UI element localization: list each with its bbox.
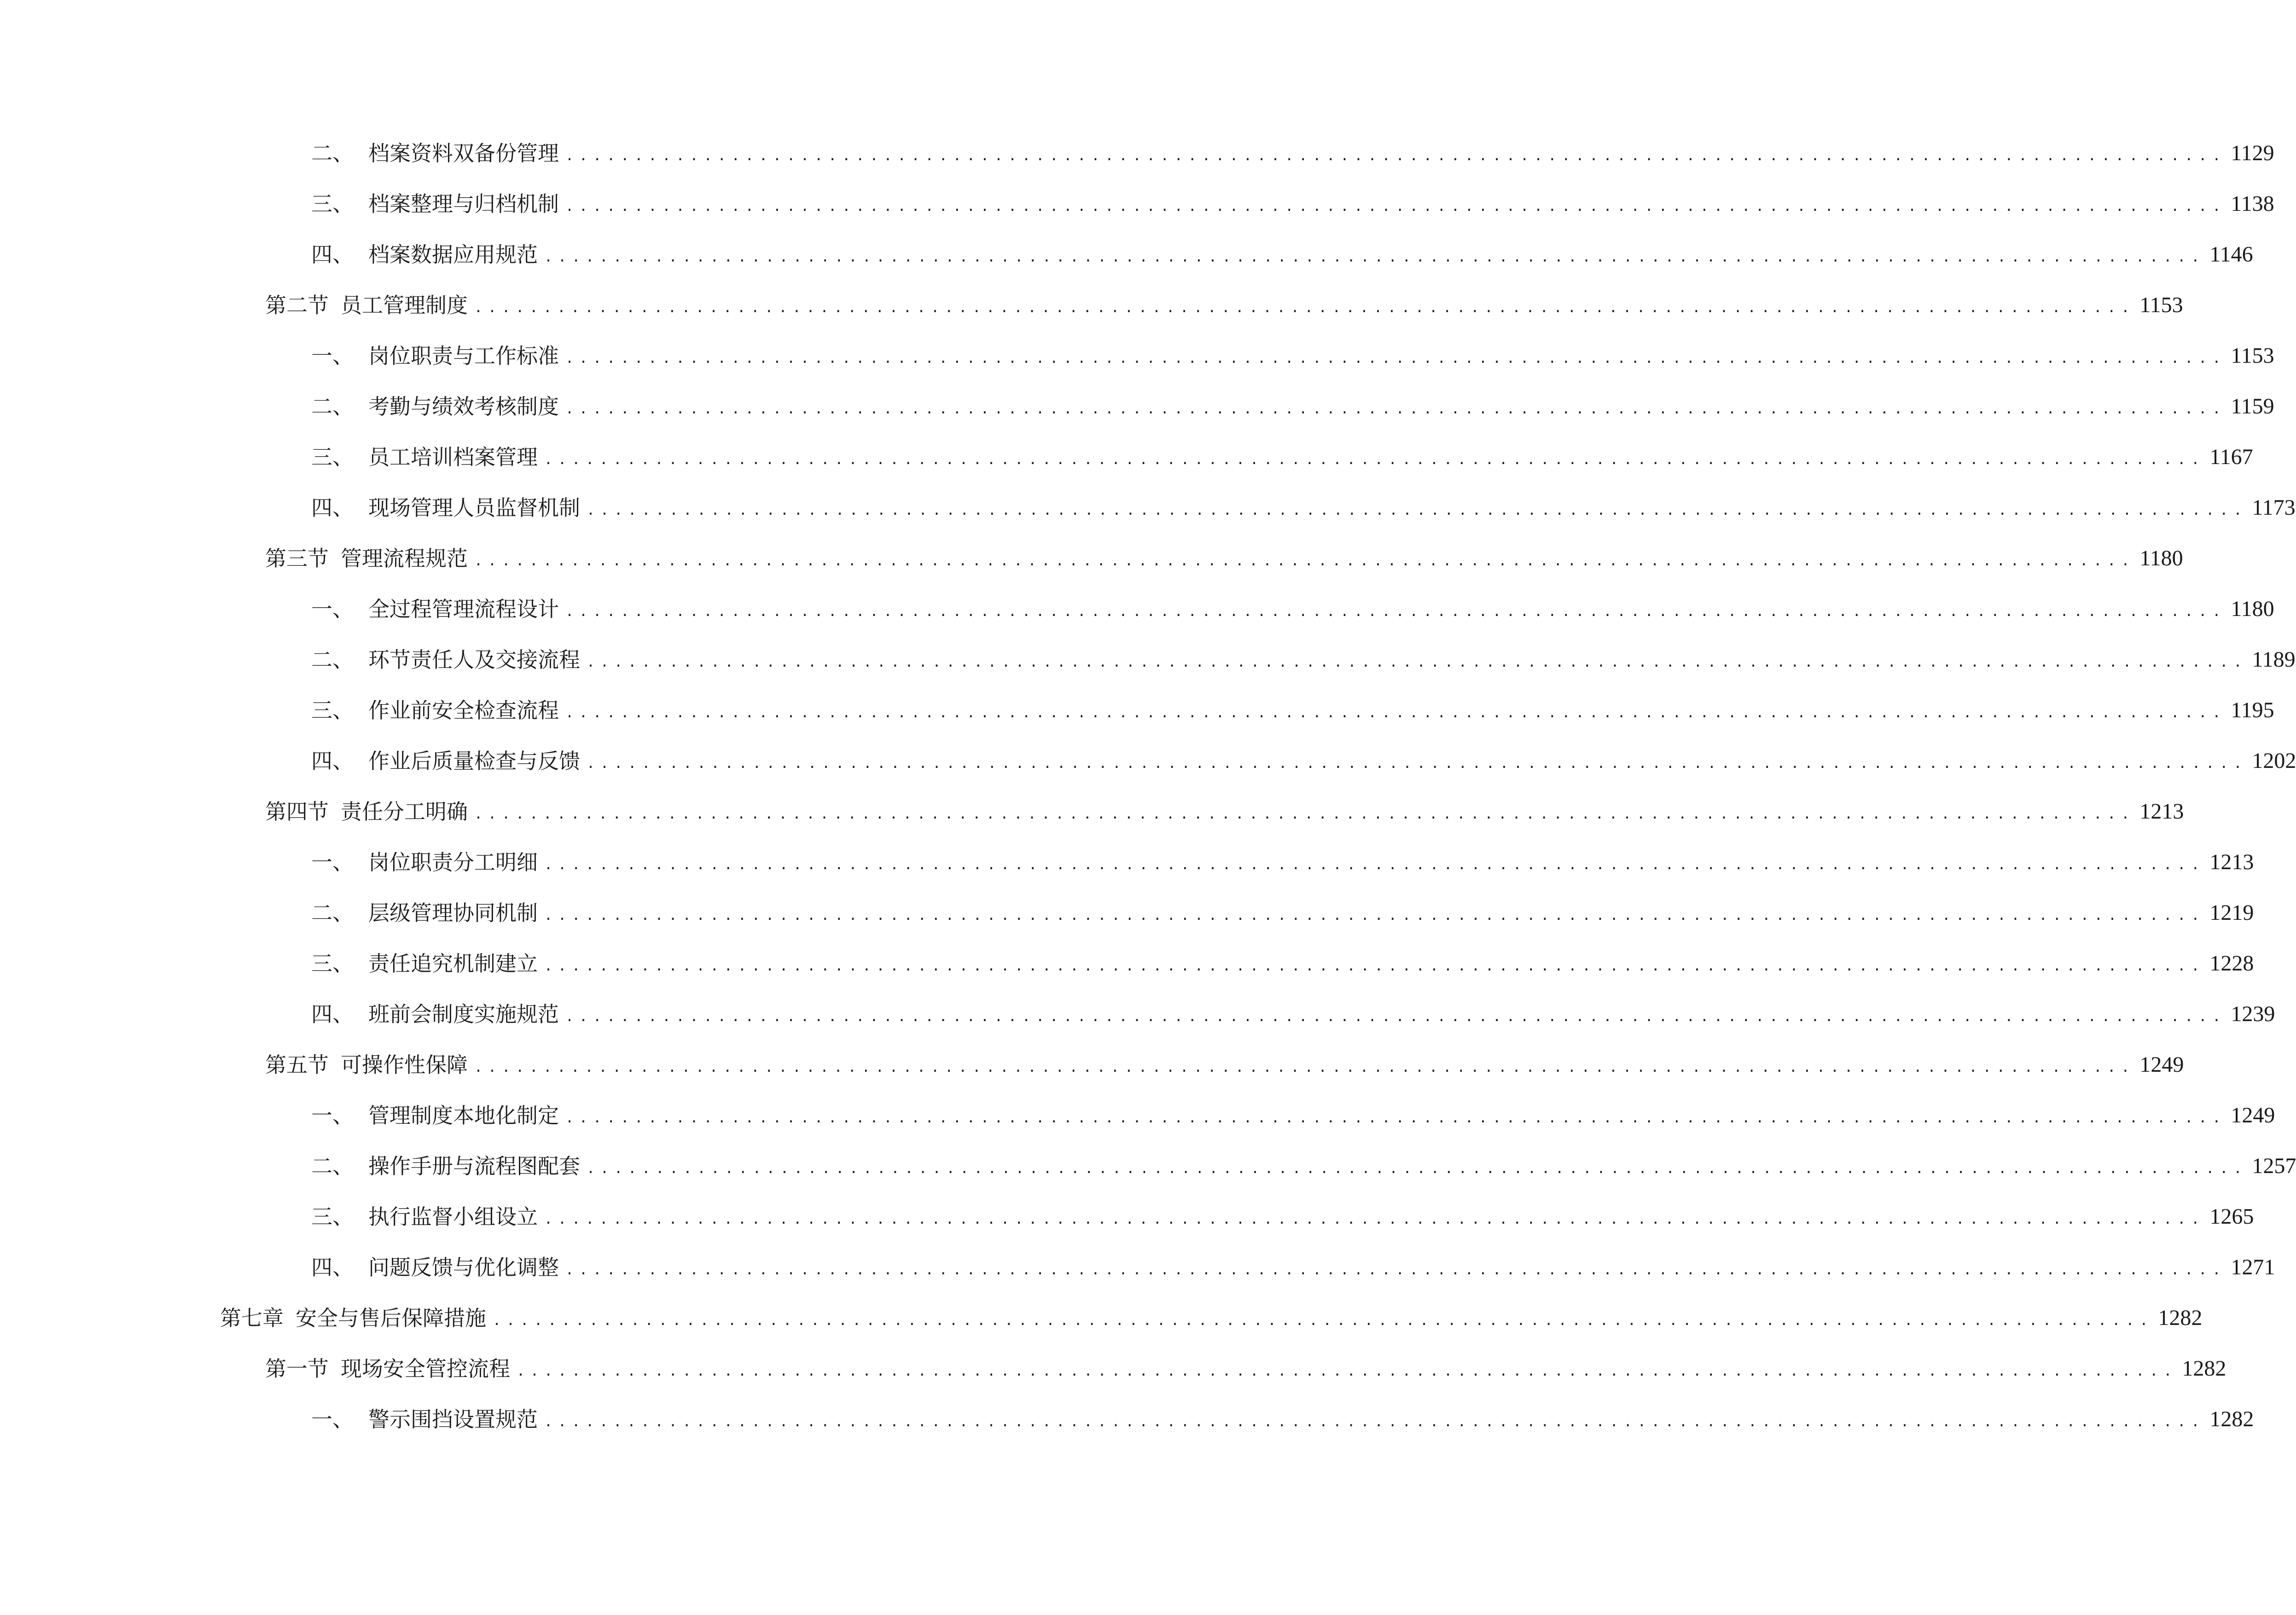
dot-leader: ........................................................................................................................ — [544, 857, 2205, 873]
toc-entry[interactable] — [311, 897, 2254, 929]
toc-entry-page: 1195 — [2231, 698, 2274, 722]
toc-entry-title: 警示围挡设置规范 — [368, 1407, 538, 1432]
toc-entry-page: 1213 — [2209, 850, 2254, 874]
toc-entry-title: 现场管理人员监督机制 — [368, 495, 580, 520]
dot-leader: ........................................................................................................................ — [565, 1262, 2226, 1278]
toc-entry-page: 1202 — [2252, 749, 2296, 773]
toc-entry-page: 1213 — [2139, 799, 2184, 824]
toc-entry[interactable] — [311, 238, 2253, 271]
toc-entry-title: 环节责任人及交接流程 — [368, 647, 580, 672]
toc-entry-number: 四、 — [311, 1255, 354, 1280]
dot-leader: ........................................................................................................................ — [474, 553, 2135, 569]
toc-entry[interactable] — [311, 188, 2274, 220]
dot-leader: ........................................................................................................................ — [565, 198, 2226, 215]
toc-entry-title: 档案整理与归档机制 — [368, 192, 559, 216]
toc-entry[interactable] — [311, 846, 2254, 878]
toc-entry-title: 可操作性保障 — [341, 1052, 468, 1077]
toc-entry-page: 1167 — [2209, 445, 2253, 469]
toc-entry-title: 员工培训档案管理 — [368, 445, 538, 470]
toc-entry-number: 二、 — [311, 141, 354, 166]
toc-entry-number: 二、 — [311, 1154, 354, 1179]
toc-entry[interactable] — [311, 390, 2274, 423]
toc-entry-number: 一、 — [311, 1103, 354, 1128]
toc-entry[interactable] — [311, 644, 2296, 676]
toc-entry[interactable] — [311, 441, 2253, 473]
toc-entry-number: 第二节 — [265, 293, 329, 318]
toc-entry-number: 三、 — [311, 698, 354, 723]
toc-entry-number: 一、 — [311, 1407, 354, 1432]
dot-leader: ........................................................................................................................ — [565, 1110, 2226, 1126]
toc-entry-page: 1249 — [2231, 1103, 2275, 1127]
toc-entry-title: 责任追究机制建立 — [368, 951, 538, 976]
dot-leader: ........................................................................................................................ — [587, 654, 2248, 670]
dot-leader: ........................................................................................................................ — [565, 705, 2226, 721]
toc-entry-page: 1153 — [2231, 343, 2274, 368]
toc-entry[interactable] — [311, 492, 2296, 524]
toc-entry[interactable] — [265, 1353, 2226, 1385]
toc-entry-page: 1228 — [2209, 951, 2254, 976]
toc-entry[interactable] — [311, 1150, 2296, 1182]
toc-entry-page: 1282 — [2182, 1356, 2226, 1381]
dot-leader: ........................................................................................................................ — [544, 249, 2205, 265]
toc-entry-number: 四、 — [311, 1002, 354, 1027]
toc-entry-page: 1153 — [2139, 293, 2183, 317]
toc-entry-page: 1129 — [2231, 141, 2274, 165]
toc-entry-number: 二、 — [311, 394, 354, 419]
dot-leader: ........................................................................................................................ — [587, 755, 2248, 772]
toc-entry-page: 1180 — [2139, 546, 2183, 570]
dot-leader: ........................................................................................................................ — [587, 1161, 2248, 1177]
dot-leader: ........................................................................................................................ — [474, 806, 2135, 822]
toc-entry[interactable] — [311, 340, 2274, 372]
toc-entry[interactable] — [311, 1099, 2275, 1132]
toc-entry-number: 一、 — [311, 343, 354, 368]
dot-leader: ........................................................................................................................ — [544, 1211, 2205, 1227]
toc-entry-page: 1189 — [2252, 647, 2296, 672]
toc-entry-page: 1239 — [2231, 1002, 2275, 1026]
toc-entry-page: 1180 — [2231, 597, 2274, 621]
toc-entry-number: 三、 — [311, 1204, 354, 1229]
toc-entry[interactable] — [311, 1201, 2254, 1233]
toc-entry-page: 1173 — [2252, 495, 2296, 520]
toc-entry[interactable] — [311, 947, 2254, 980]
toc-entry-title: 岗位职责分工明细 — [368, 850, 538, 875]
dot-leader: ........................................................................................................................ — [517, 1363, 2178, 1379]
toc-entry-title: 层级管理协同机制 — [368, 900, 538, 925]
dot-leader: ........................................................................................................................ — [544, 958, 2205, 974]
dot-leader: ........................................................................................................................ — [474, 300, 2135, 316]
toc-entry-page: 1219 — [2209, 900, 2254, 925]
toc-entry-title: 档案数据应用规范 — [368, 242, 538, 267]
toc-entry-title: 管理制度本地化制定 — [368, 1103, 559, 1128]
toc-entry[interactable] — [311, 694, 2274, 726]
dot-leader: ........................................................................................................................ — [565, 148, 2226, 164]
dot-leader: ........................................................................................................................ — [565, 1009, 2226, 1025]
toc-entry-number: 第三节 — [265, 546, 329, 571]
toc-entry-number: 第四节 — [265, 799, 329, 824]
toc-entry-title: 管理流程规范 — [341, 546, 468, 571]
dot-leader: ........................................................................................................................ — [493, 1313, 2154, 1329]
toc-entry-page: 1249 — [2139, 1052, 2184, 1077]
dot-leader: ........................................................................................................................ — [565, 604, 2226, 620]
toc-entry-title: 责任分工明确 — [341, 799, 468, 824]
toc-entry-number: 三、 — [311, 445, 354, 470]
toc-entry-title: 安全与售后保障措施 — [296, 1306, 486, 1330]
toc-entry-title: 档案资料双备份管理 — [368, 141, 559, 166]
toc-entry-title: 操作手册与流程图配套 — [368, 1154, 580, 1179]
toc-entry-page: 1146 — [2209, 242, 2253, 267]
toc-entry-number: 第五节 — [265, 1052, 329, 1077]
toc-entry[interactable] — [311, 137, 2274, 169]
toc-entry-page: 1265 — [2209, 1204, 2254, 1229]
toc-entry-number: 一、 — [311, 597, 354, 622]
toc-entry-page: 1159 — [2231, 394, 2274, 418]
toc-entry-title: 员工管理制度 — [341, 293, 468, 318]
dot-leader: ........................................................................................................................ — [544, 1414, 2205, 1430]
toc-entry-number: 四、 — [311, 749, 354, 773]
toc-entry[interactable] — [265, 289, 2183, 321]
toc-entry[interactable] — [265, 796, 2184, 828]
dot-leader: ........................................................................................................................ — [544, 452, 2205, 468]
dot-leader: ........................................................................................................................ — [474, 1059, 2135, 1075]
toc-entry-page: 1282 — [2209, 1407, 2254, 1431]
toc-entry-number: 三、 — [311, 951, 354, 976]
toc-entry[interactable] — [311, 1403, 2254, 1435]
toc-entry-title: 作业后质量检查与反馈 — [368, 749, 580, 773]
toc-entry-number: 四、 — [311, 495, 354, 520]
toc-entry-number: 第一节 — [265, 1356, 329, 1381]
toc-entry[interactable] — [311, 745, 2296, 777]
toc-entry-title: 岗位职责与工作标准 — [368, 343, 559, 368]
toc-entry[interactable] — [220, 1302, 2203, 1334]
toc-entry-number: 二、 — [311, 900, 354, 925]
toc-entry-title: 现场安全管控流程 — [341, 1356, 510, 1381]
toc-entry[interactable] — [265, 542, 2183, 575]
toc-entry-page: 1282 — [2158, 1306, 2203, 1330]
toc-entry-title: 考勤与绩效考核制度 — [368, 394, 559, 419]
toc-entry[interactable] — [311, 998, 2275, 1030]
dot-leader: ........................................................................................................................ — [587, 502, 2248, 518]
toc-entry-page: 1138 — [2231, 192, 2274, 216]
toc-entry-title: 班前会制度实施规范 — [368, 1002, 559, 1027]
toc-entry-title: 问题反馈与优化调整 — [368, 1255, 559, 1280]
toc-entry-page: 1257 — [2252, 1154, 2296, 1178]
toc-entry[interactable] — [265, 1049, 2184, 1081]
toc-entry-number: 三、 — [311, 192, 354, 216]
toc-entry-number: 四、 — [311, 242, 354, 267]
toc-entry-number: 二、 — [311, 647, 354, 672]
dot-leader: ........................................................................................................................ — [565, 350, 2226, 366]
toc-entry-page: 1271 — [2231, 1255, 2275, 1279]
toc-entry-title: 全过程管理流程设计 — [368, 597, 559, 622]
toc-entry-number: 一、 — [311, 850, 354, 875]
toc-entry[interactable] — [311, 593, 2274, 625]
toc-entry-title: 执行监督小组设立 — [368, 1204, 538, 1229]
toc-entry-number: 第七章 — [220, 1306, 284, 1330]
toc-entry[interactable] — [311, 1251, 2275, 1284]
dot-leader: ........................................................................................................................ — [544, 907, 2205, 924]
dot-leader: ........................................................................................................................ — [565, 401, 2226, 417]
toc-entry-title: 作业前安全检查流程 — [368, 698, 559, 723]
